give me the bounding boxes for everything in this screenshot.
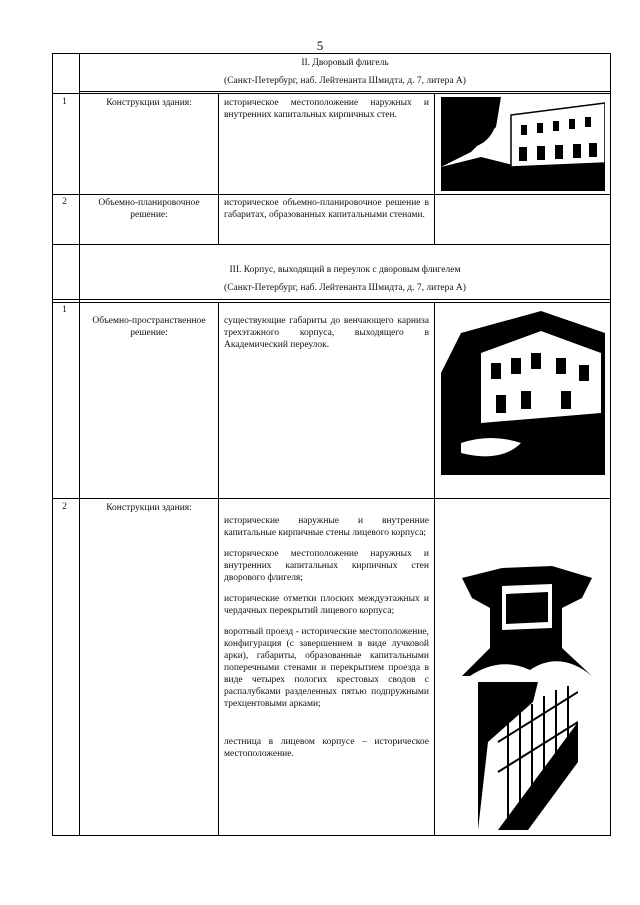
col-line (434, 93, 435, 244)
staircase-railing-photo (478, 682, 578, 830)
row-text: историческое местоположение наружных и внутренних капитальных кирпичных стен. (224, 98, 429, 120)
row-line (79, 91, 611, 92)
vaulted-passage-photo (462, 538, 592, 676)
section-address: (Санкт-Петербург, наб. Лейтенанта Шмидта, д. 7, литера А) (224, 283, 466, 293)
row-text: существующие габариты до венчающего карниза трехэтажного корпуса, выходящего в Академический переулок. (224, 316, 429, 350)
building-facade-photo (441, 97, 605, 191)
row-number: 1 (62, 97, 67, 107)
table-border-right (610, 53, 611, 836)
row-label: Объемно-пространственное решение: (92, 316, 206, 338)
row-number: 2 (62, 197, 67, 207)
paragraph: лестница в лицевом корпусе – историческое местоположение. (224, 737, 429, 759)
col-line (218, 93, 219, 244)
row-label: Конструкции здания: (106, 98, 192, 108)
section-title: II. Дворовый флигель (301, 58, 389, 68)
row-text-block (224, 515, 429, 769)
paragraph: исторические отметки плоских междуэтажных и чердачных перекрытий лицевого корпуса; (224, 594, 429, 616)
table-border-left (52, 53, 53, 836)
row-text: историческое объемно-планировочное решение в габаритах, образованных капитальными стенами. (224, 198, 429, 220)
col-line (79, 53, 80, 836)
paragraph: воротный проезд - исторические местоположение, конфигурация (с завершением в виде лучковой арки), габариты, образованные капитальными поперечными стенами и перекрытием проезда в виде четырех пологих крестовых сводов с распалубками разделенных пятью подпружными трехцентовыми арками; (224, 627, 429, 709)
table-border-bottom (52, 835, 611, 836)
paragraph: историческое местоположение наружных и внутренних капитальных кирпичных стен дворового флигеля; (224, 549, 429, 583)
paragraph: исторические наружные и внутренние капитальные кирпичные стены лицевого корпуса; (224, 516, 429, 538)
row-number: 2 (62, 502, 67, 512)
table-border-top (52, 53, 611, 54)
protected-elements-table (52, 53, 611, 836)
section-title: III. Корпус, выходящий в переулок с дворовым флигелем (229, 265, 461, 275)
row-line (52, 244, 611, 245)
col-line (218, 302, 219, 836)
row-line (52, 498, 611, 499)
row-line (52, 194, 611, 195)
section-address: (Санкт-Петербург, наб. Лейтенанта Шмидта, д. 7, литера А) (224, 76, 466, 86)
col-line (434, 302, 435, 836)
page-number: 5 (316, 38, 324, 53)
row-line (52, 299, 611, 300)
row-number: 1 (62, 305, 67, 315)
row-label: Конструкции здания: (106, 503, 192, 513)
building-corner-photo (441, 303, 605, 475)
row-label: Объемно-планировочное решение: (98, 198, 200, 220)
row-line (52, 93, 611, 94)
